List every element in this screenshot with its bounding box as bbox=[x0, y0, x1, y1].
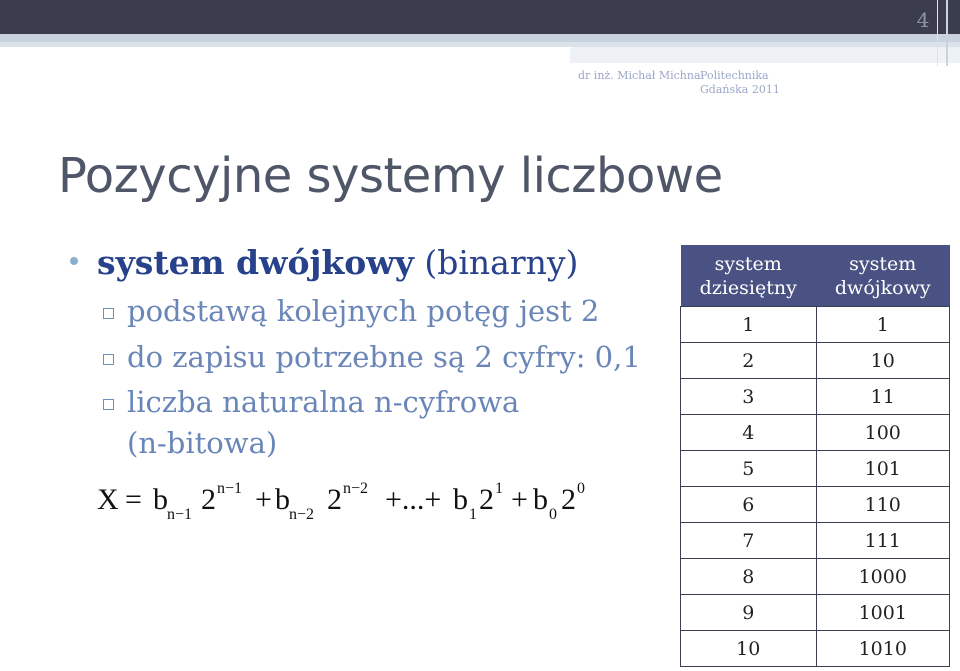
decimal-cell: 3 bbox=[681, 379, 817, 415]
decimal-cell: 6 bbox=[681, 487, 817, 523]
header-line: dziesiętny bbox=[699, 276, 797, 299]
formula-b: b bbox=[533, 483, 548, 516]
table-row bbox=[681, 415, 950, 451]
org-line: Politechnika bbox=[700, 69, 769, 82]
decimal-cell: 9 bbox=[681, 595, 817, 631]
formula-sub: n−2 bbox=[289, 506, 315, 523]
binary-cell: 111 bbox=[816, 523, 950, 559]
bullet-bold: system dwójkowy bbox=[97, 243, 414, 282]
table-header-row bbox=[681, 245, 950, 307]
header-line: dwójkowy bbox=[834, 276, 931, 299]
formula-b: b bbox=[153, 483, 168, 516]
table-row bbox=[681, 307, 950, 343]
header-line: system bbox=[714, 252, 782, 275]
bullet-dot-icon bbox=[70, 257, 78, 265]
decimal-cell: 2 bbox=[681, 343, 817, 379]
slide-title: Pozycyjne systemy liczbowe bbox=[58, 148, 723, 204]
conversion-table bbox=[680, 245, 950, 667]
binary-cell: 10 bbox=[816, 343, 950, 379]
formula-lhs: X bbox=[97, 483, 119, 516]
decimal-cell: 7 bbox=[681, 523, 817, 559]
table-row bbox=[681, 379, 950, 415]
top-band bbox=[0, 0, 960, 34]
header-divider bbox=[946, 0, 948, 66]
header-binary bbox=[816, 245, 950, 307]
decimal-cell: 10 bbox=[681, 631, 817, 667]
table-row bbox=[681, 523, 950, 559]
table-row bbox=[681, 343, 950, 379]
table-row bbox=[681, 451, 950, 487]
formula-sub: 1 bbox=[469, 506, 477, 523]
formula-two: 2 bbox=[201, 483, 216, 516]
formula-exp: 1 bbox=[495, 480, 503, 497]
formula-b: b bbox=[453, 483, 468, 516]
header-stripe bbox=[0, 34, 960, 42]
formula-plus: + bbox=[255, 483, 272, 516]
binary-cell: 101 bbox=[816, 451, 950, 487]
decimal-cell: 5 bbox=[681, 451, 817, 487]
decimal-cell: 1 bbox=[681, 307, 817, 343]
formula-sub: 0 bbox=[549, 506, 557, 523]
formula-eq: = bbox=[125, 483, 142, 516]
binary-formula bbox=[97, 472, 617, 532]
square-bullet-icon bbox=[103, 308, 114, 319]
table-row bbox=[681, 559, 950, 595]
square-bullet-icon bbox=[103, 399, 114, 410]
header-line: system bbox=[849, 252, 917, 275]
formula-exp: n−1 bbox=[217, 480, 243, 497]
formula-b: b bbox=[275, 483, 290, 516]
formula-plus: + bbox=[511, 483, 528, 516]
binary-cell: 11 bbox=[816, 379, 950, 415]
bullet-rest: (binarny) bbox=[424, 243, 579, 282]
formula-plus-dots: +...+ bbox=[385, 483, 442, 516]
sub-item: liczba naturalna n-cyfrowa bbox=[127, 385, 520, 419]
formula-two: 2 bbox=[327, 483, 342, 516]
header-stripe bbox=[570, 47, 960, 63]
sub-item-continuation: (n-bitowa) bbox=[127, 426, 278, 460]
formula-two: 2 bbox=[479, 483, 494, 516]
sub-item: podstawą kolejnych potęg jest 2 bbox=[127, 294, 600, 328]
square-bullet-icon bbox=[103, 354, 114, 365]
bullet-main bbox=[97, 243, 578, 282]
binary-cell: 100 bbox=[816, 415, 950, 451]
formula-exp: n−2 bbox=[343, 480, 369, 497]
sub-item: do zapisu potrzebne są 2 cyfry: 0,1 bbox=[127, 340, 641, 374]
decimal-cell: 8 bbox=[681, 559, 817, 595]
formula-exp: 0 bbox=[577, 480, 585, 497]
header-decimal bbox=[681, 245, 817, 307]
formula-two: 2 bbox=[561, 483, 576, 516]
binary-cell: 1 bbox=[816, 307, 950, 343]
table-row bbox=[681, 487, 950, 523]
formula-sub: n−1 bbox=[167, 506, 193, 523]
decimal-cell: 4 bbox=[681, 415, 817, 451]
table-row bbox=[681, 631, 950, 667]
org-line: Gdańska 2011 bbox=[700, 83, 780, 96]
organization bbox=[700, 69, 780, 97]
page-number: 4 bbox=[916, 8, 930, 32]
binary-cell: 1001 bbox=[816, 595, 950, 631]
binary-cell: 110 bbox=[816, 487, 950, 523]
table-row bbox=[681, 595, 950, 631]
binary-cell: 1000 bbox=[816, 559, 950, 595]
author: dr inż. Michał Michna bbox=[578, 69, 701, 82]
binary-cell: 1010 bbox=[816, 631, 950, 667]
